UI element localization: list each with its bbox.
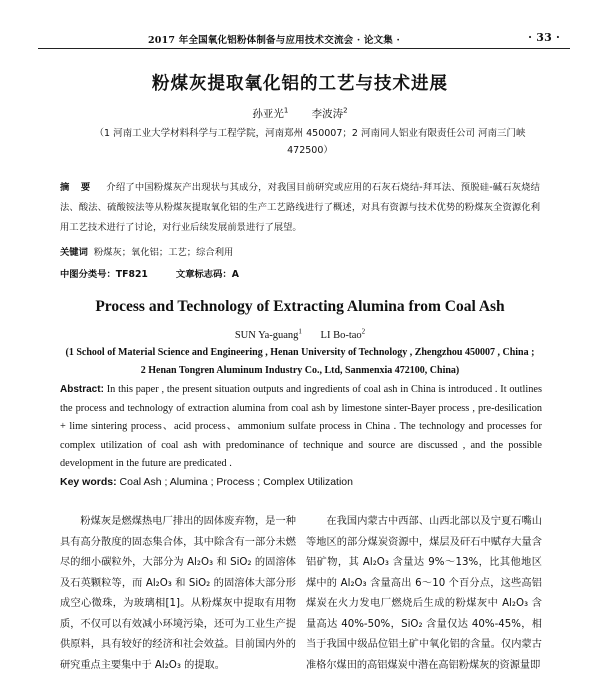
affiliation-english xyxy=(30,344,570,380)
clc-label: 中图分类号： xyxy=(60,269,116,280)
authors-chinese xyxy=(0,106,600,121)
keywords-chinese xyxy=(60,244,233,258)
authors-english xyxy=(0,327,600,341)
author-cn-2: 李波涛$^2$ xyxy=(311,106,348,120)
title-chinese: 粉煤灰提取氧化铝的工艺与技术进展 xyxy=(152,74,448,94)
abstract-cn-text: 介绍了中国粉煤灰产出现状与其成分，对我国目前研究或应用的石灰石烧结-拜耳法、预脱硅-碱石灰烧结法、酸法、硫酸铵法等从粉煤灰提取氧化铝的生产工艺路线进行了概述，对具有资源与技术优势的粉煤灰全资源化利用工艺技术进行了讨论，对行业后续发展前景进行了展望。 xyxy=(60,182,540,233)
keywords-cn-text: 粉煤灰；氧化铝；工艺；综合利用 xyxy=(93,247,234,258)
affiliation-chinese: （1 河南工业大学材料科学与工程学院，河南郑州 450007；2 河南同人铝业有限责任公司 河南三门峡 472500） xyxy=(94,128,526,156)
abstract-english xyxy=(60,381,542,474)
author-en-1: SUN Ya-guang$^1$ xyxy=(234,327,302,341)
page-number: · 33 · xyxy=(528,31,560,44)
classification-chinese xyxy=(60,266,239,280)
affiliation-en-line-2: 2 Henan Tongren Aluminum Industry Co., Ltd, Sanmenxia 472100, China) xyxy=(140,365,460,376)
keywords-english xyxy=(60,476,353,488)
abstract-en-text: In this paper , the present situation outputs and ingredients of coal ash in China is introduced . It outlines the process and technology of extraction alumina from coal ash by limestone sinter-Bayer process , pre-desilication + lime sintering process、acid process、ammonium sulfate process in China . The technology and processes for complex utilization of coal ash with predominance of technique and source are discussed , and the possible development in the future are predicated . xyxy=(60,384,542,469)
running-header xyxy=(38,30,570,49)
body-column-left xyxy=(60,512,296,676)
affiliation-en-line-1: (1 School of Material Science and Engineering , Henan University of Technology , Zhengzhou 450007 , China ; xyxy=(65,347,535,358)
body-column-right xyxy=(306,512,542,676)
keywords-cn-label: 关键词 xyxy=(60,247,88,258)
title-english: Process and Technology of Extracting Alumina from Coal Ash xyxy=(95,298,505,315)
keywords-en-label: Key words: xyxy=(60,476,117,488)
doc-code-value: A xyxy=(231,269,239,280)
abstract-cn-label: 摘 要 xyxy=(60,182,95,193)
running-title: 2017 年全国氧化铝粉体制备与应用技术交流会 · 论文集 · xyxy=(148,35,400,46)
clc-value: TF821 xyxy=(115,269,148,280)
author-en-2: LI Bo-tao$^2$ xyxy=(320,327,366,341)
body-paragraph-right: 在我国内蒙古中西部、山西北部以及宁夏石嘴山等地区的部分煤炭资源中，煤层及矸石中赋存大量含铝矿物，其 Al₂O₃ 含量达 9%～13%，比其他地区煤中的 Al₂O₃ 含量高出 6～10 个百分点，这些高铝煤炭在火力发电厂燃烧后生成的粉煤灰中 Al₂O₃ 含量高达 40%-50%，SiO₂ 含量仅达 40%-45%，相当于我国中级品位铝土矿中氧化铝的含量。仅内蒙古准格尔煤田的高铝煤炭中潜在高铝粉煤灰的资源量即 xyxy=(306,516,542,671)
abstract-en-label: Abstract: xyxy=(60,384,104,395)
doc-code-label: 文章标志码： xyxy=(175,269,232,280)
abstract-chinese xyxy=(60,178,540,238)
author-cn-1: 孙亚光$^1$ xyxy=(252,106,289,120)
body-paragraph-left: 粉煤灰是燃煤热电厂排出的固体废弃物，是一种具有高分散度的固态集合体，其中除含有一部分未燃尽的细小碳粒外，大部分为 Al₂O₃ 和 SiO₂ 的固溶体及石英颗粒等，而 Al₂O₃ 和 SiO₂ 的固溶体大部分形成空心微珠，为玻璃相[1]。从粉煤灰中提取有用物质，不仅可以有效减小环境污染，还可为工业生产提供原料，具有较好的经济和社会效益。目前国内外的研究重点主要集中于 Al₂O₃ 的提取。 xyxy=(60,516,296,671)
keywords-en-text: Coal Ash ; Alumina ; Process ; Complex Utilization xyxy=(119,476,353,488)
